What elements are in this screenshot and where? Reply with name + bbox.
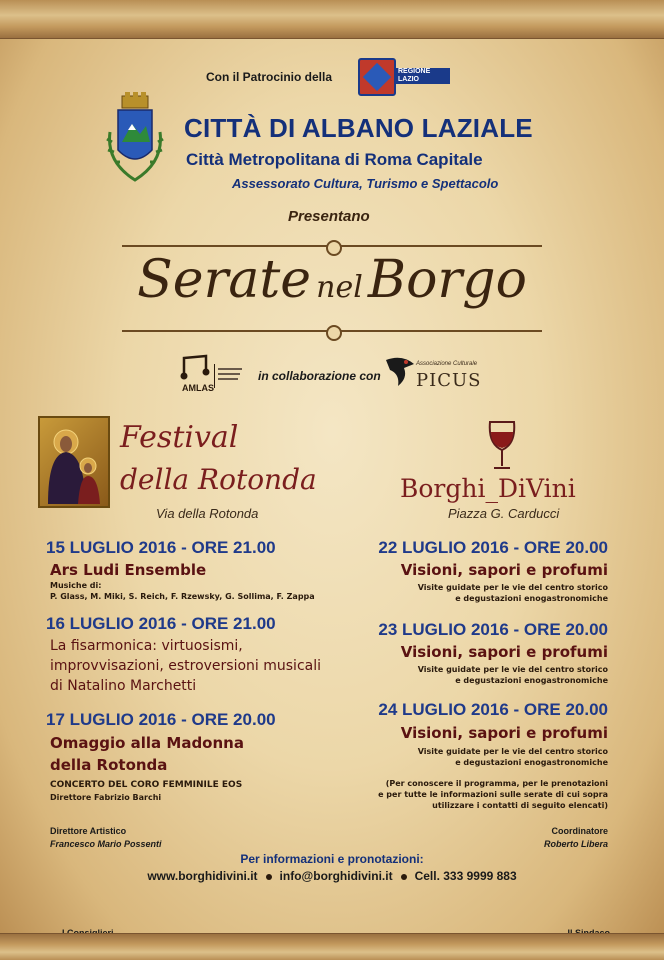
region-badge: REGIONE LAZIO	[394, 68, 450, 84]
left-event-3-note-1: CONCERTO DEL CORO FEMMINILE EOS	[50, 780, 243, 790]
left-event-2-title-3: di Natalino Marchetti	[50, 678, 197, 694]
event-title	[80, 250, 584, 310]
left-event-2-title-2: improvvisazioni, estroversioni musicali	[50, 658, 322, 674]
info-note-2: e per tutte le informazioni sulle serate di cui sopra	[378, 790, 608, 799]
event-title-word-2: nel	[316, 270, 363, 305]
picus-subtitle: Associazione Culturale	[416, 361, 478, 367]
scroll-bottom-roll	[0, 933, 664, 960]
borghi-divini-brand: Borghi_DiVini	[400, 474, 576, 503]
right-event-2-title: Visioni, sapori e profumi	[400, 643, 608, 661]
right-event-1-note-2: e degustazioni enogastronomiche	[455, 594, 608, 603]
office-name: Assessorato Cultura, Turismo e Spettacolo	[232, 176, 499, 191]
title-ornament-top	[122, 245, 542, 247]
coordinator-name: Roberto Libera	[543, 839, 608, 849]
presents-label: Presentano	[288, 208, 370, 225]
collab-label: in collaborazione con	[258, 369, 381, 383]
info-note-1: (Per conoscere il programma, per le prenotazioni	[385, 779, 608, 788]
website-link[interactable]: www.borghidivini.it	[147, 869, 258, 883]
city-name: CITTÀ DI ALBANO LAZIALE	[184, 113, 533, 143]
left-event-3-note-2: Direttore Fabrizio Barchi	[50, 793, 162, 802]
right-event-3-title: Visioni, sapori e profumi	[400, 724, 608, 742]
wine-glass-icon	[482, 418, 522, 474]
amlas-logo-icon	[180, 354, 210, 380]
metro-name: Città Metropolitana di Roma Capitale	[186, 150, 483, 169]
left-event-3-title-1: Omaggio alla Madonna	[50, 734, 244, 752]
right-event-3-note-1: Visite guidate per le vie del centro storico	[417, 747, 608, 756]
picus-bird-icon	[384, 354, 416, 388]
left-event-3-title-2: della Rotonda	[50, 756, 168, 774]
right-event-3-note-2: e degustazioni enogastronomiche	[455, 758, 608, 767]
city-crest-icon	[100, 92, 170, 188]
amlas-label: AMLAS	[182, 383, 214, 393]
director-label: Direttore Artistico	[50, 826, 127, 836]
right-event-2-note-2: e degustazioni enogastronomiche	[455, 676, 608, 685]
separator-dot	[401, 874, 407, 880]
left-event-1-note-2: P. Glass, M. Miki, S. Reich, F. Rzewsky, G. Sollima, F. Zappa	[50, 592, 315, 601]
left-event-2-date: 16 LUGLIO 2016 - ORE 21.00	[46, 614, 276, 633]
director-name: Francesco Mario Possenti	[50, 839, 162, 849]
festival-title-line1: Festival	[120, 420, 239, 455]
event-title-word-1: Serate	[137, 250, 312, 310]
festival-venue: Via della Rotonda	[156, 506, 259, 521]
left-event-3-date: 17 LUGLIO 2016 - ORE 20.00	[46, 710, 276, 729]
madonna-icon	[38, 416, 110, 508]
info-label: Per informazioni e pronotazioni:	[240, 852, 424, 866]
separator-dot	[266, 874, 272, 880]
region-emblem-icon	[358, 58, 396, 96]
right-event-2-note-1: Visite guidate per le vie del centro storico	[417, 665, 608, 674]
festival-title-line2: della Rotonda	[120, 463, 317, 496]
left-event-2-title-1: La fisarmonica: virtuosismi,	[50, 638, 243, 654]
borghi-venue: Piazza G. Carducci	[448, 506, 560, 521]
picus-name: PICUS	[416, 370, 482, 391]
amlas-text-block	[214, 364, 247, 388]
right-event-1-note-1: Visite guidate per le vie del centro storico	[417, 583, 608, 592]
contact-row	[0, 869, 664, 883]
info-note-3: utilizzare i contatti di seguito elencati)	[432, 801, 608, 810]
scroll-top-roll	[0, 0, 664, 39]
left-event-1-title: Ars Ludi Ensemble	[50, 561, 207, 579]
left-event-1-date: 15 LUGLIO 2016 - ORE 21.00	[46, 538, 276, 557]
left-event-1-note-1: Musiche di:	[50, 581, 102, 590]
right-event-1-date: 22 LUGLIO 2016 - ORE 20.00	[378, 538, 608, 557]
right-event-3-date: 24 LUGLIO 2016 - ORE 20.00	[378, 700, 608, 719]
phone-number: Cell. 333 9999 883	[414, 869, 517, 883]
title-ornament-bottom	[122, 330, 542, 332]
right-event-1-title: Visioni, sapori e profumi	[400, 561, 608, 579]
event-title-word-3: Borgo	[367, 250, 527, 310]
right-event-2-date: 23 LUGLIO 2016 - ORE 20.00	[378, 620, 608, 639]
patronage-label: Con il Patrocinio della	[206, 70, 333, 84]
coordinator-label: Coordinatore	[551, 826, 608, 836]
email-link[interactable]: info@borghidivini.it	[279, 869, 393, 883]
